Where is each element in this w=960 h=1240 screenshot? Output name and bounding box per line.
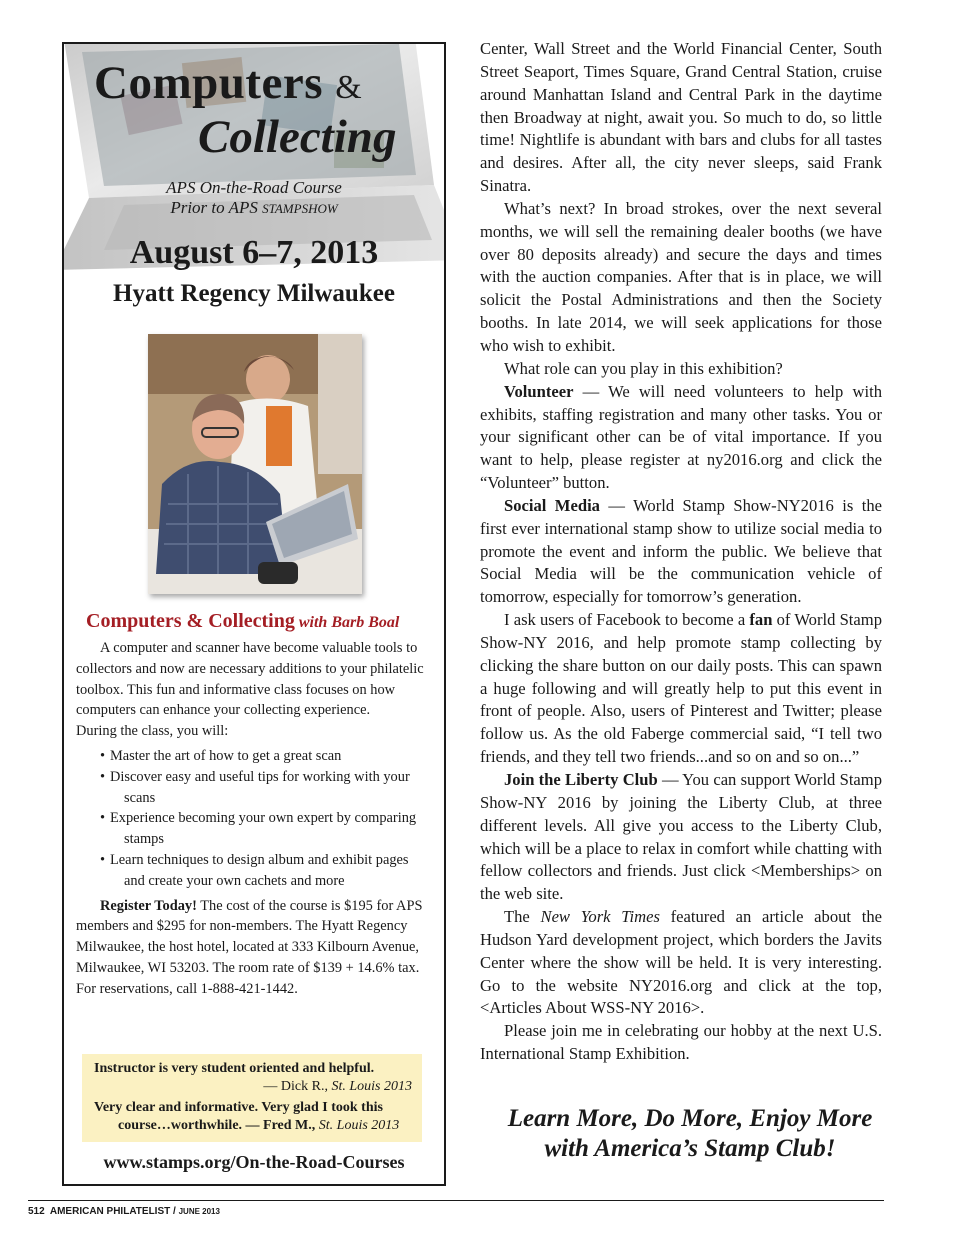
register-paragraph: Register Today! The cost of the course is $195 for APS members and $295 for non-members. The Hyatt Regency Milwaukee, the host hotel, located at 333 Kilbourn Avenue, Milwaukee, WI 53203. The room rate of $139 + 14.6% tax. For reservations, call 1-888-421-1442. xyxy=(76,897,423,997)
issue-date: JUNE 2013 xyxy=(178,1207,220,1216)
ad-subtitle-course: APS On-the-Road Course xyxy=(166,178,342,197)
promo-line-1: Learn More, Do More, Enjoy More xyxy=(507,1105,873,1132)
article-paragraph: What’s next? In broad strokes, over the next several months, we will sell the remaining dealer booths (we have over 80 deposits already) and secure the days and times with the auction companies. After that is in place, we will solicit the Postal Administrations and then the Society booths. In late 2014, we will seek applications for those who wish to exhibit. xyxy=(480,198,882,355)
list-item: • Experience becoming your own expert by comparing stamps xyxy=(100,810,417,848)
ad-subtitle-prior: Prior to APS STAMPSHOW xyxy=(170,198,338,217)
liberty-club-paragraph: Join the Liberty Club — You can support World Stamp Show-NY 2016 by joining the Liberty Club, at three different levels. All give you access to the Liberty Club, which will be a place to relax in comfort while chatting with fellow collectors and friends. Just click <Memberships> on the web site. xyxy=(480,770,882,904)
ad-date: August 6–7, 2013 xyxy=(129,234,379,271)
list-item: • Learn techniques to design album and exhibit pages and create your own cachets and more xyxy=(100,851,409,889)
course-url: www.stamps.org/On-the-Road-Courses xyxy=(103,1152,405,1172)
magazine-name: AMERICAN PHILATELIST xyxy=(49,1206,171,1217)
ad-venue: Hyatt Regency Milwaukee xyxy=(113,280,395,307)
course-advertisement xyxy=(62,42,446,1186)
aps-promo-tagline xyxy=(480,1104,900,1164)
course-intro: A computer and scanner have become valuable tools to collectors and now are necessary additions to your philatelic toolbox. This fun and informative class focuses on how computers can enhance your collecting experience. xyxy=(76,640,424,719)
article-paragraph: Center, Wall Street and the World Financial Center, South Street Seaport, Times Square, Grand Central Station, cruise around Manhattan Island and Central Park in the daytime then Broadway at night, await you. So much to do, so little time! Nightlife is abundant with bars and clubs for all tastes and desires. After all, the city never sleeps, said Frank Sinatra. xyxy=(480,39,882,196)
testimonials-box xyxy=(82,1054,422,1142)
course-during: During the class, you will: xyxy=(76,723,229,740)
testimonial-2: Very clear and informative. Very glad I took this course…worthwhile. — Fred M., St. Louis 2013 xyxy=(94,1100,400,1133)
ad-title-computers: Computers & xyxy=(94,57,363,109)
page-number: 512 xyxy=(28,1206,45,1217)
list-item: • Master the art of how to get a great scan xyxy=(100,747,342,764)
social-media-paragraph: Social Media — World Stamp Show-NY2016 is the first ever international stamp show to utilize social media to promote the event and inform the public. We believe that Social Media will be the communication vehicle of tomorrow, especially for tomorrow’s generation. xyxy=(480,495,882,607)
class-photo xyxy=(148,334,362,594)
testimonial-1: Instructor is very student oriented and helpful. xyxy=(94,1061,375,1076)
course-description xyxy=(76,638,428,1000)
nyt-paragraph: The New York Times featured an article about the Hudson Yard development project, which borders the Javits Center where the show will be held. It is very interesting. Go to the website NY2016.org and click at the top, <Articles About WSS-NY 2016>. xyxy=(480,907,882,1018)
ad-title-collecting: Collecting xyxy=(198,111,397,163)
testimonial-1-attribution: — Dick R., St. Louis 2013 xyxy=(263,1078,412,1094)
promo-line-2: with America’s Stamp Club! xyxy=(544,1135,836,1162)
article-paragraph: What role can you play in this exhibition? xyxy=(504,358,783,378)
article-column xyxy=(480,38,882,1066)
course-heading: Computers & Collecting with Barb Boal xyxy=(86,610,400,632)
list-item: • Discover easy and useful tips for working with your scans xyxy=(100,768,410,806)
closing-paragraph: Please join me in celebrating our hobby at the next U.S. International Stamp Exhibition. xyxy=(480,1021,882,1064)
volunteer-paragraph: Volunteer — We will need volunteers to help with exhibits, staffing registration and many other tasks. You or your significant other can be of vital importance. If you want to help, please register at ny2016.org and click the “Volunteer” button. xyxy=(480,381,882,493)
facebook-paragraph: I ask users of Facebook to become a fan of World Stamp Show-NY 2016, and help promote stamp collecting by clicking the share button on our daily posts. This can spawn a huge following and will greatly help to put this event in front of people. Also, users of Pinterest and Twitter; please follow us. As the old Faberge commercial said, “I tell two friends, and they tell two friends...and so on and so on...” xyxy=(480,610,882,767)
course-bullets xyxy=(76,746,428,892)
page-footer: 512 AMERICAN PHILATELIST / JUNE 2013 xyxy=(28,1206,220,1217)
footer-rule xyxy=(28,1200,884,1201)
